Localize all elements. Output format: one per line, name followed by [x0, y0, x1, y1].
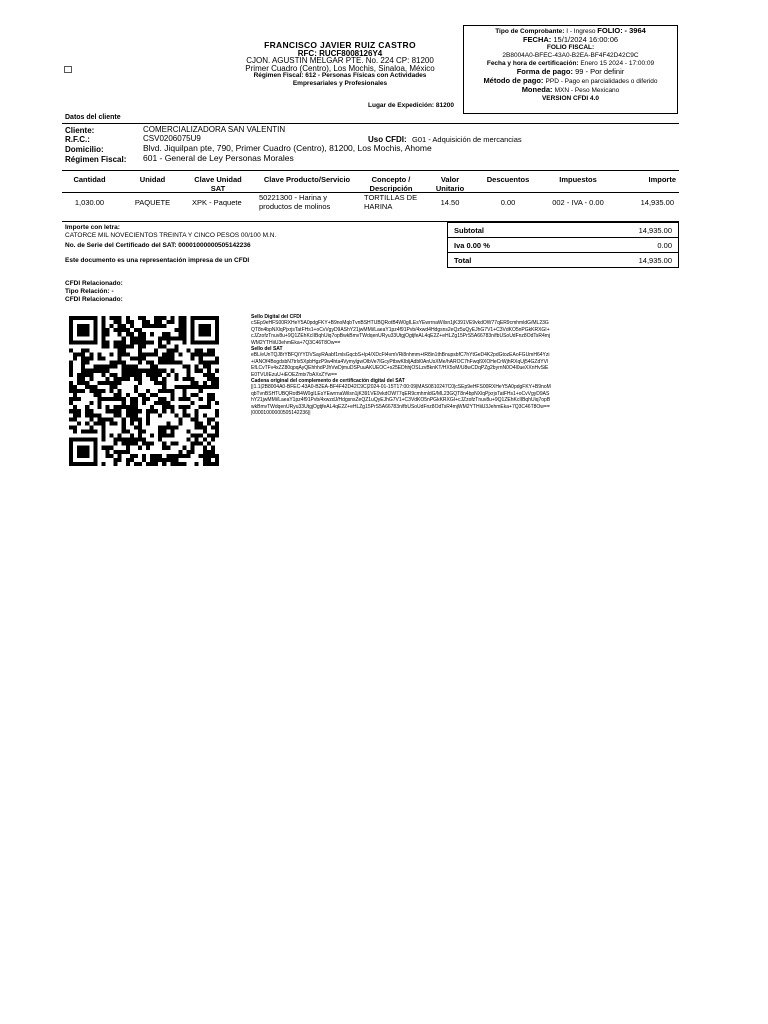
moneda-label: Moneda: — [521, 84, 553, 94]
moneda-value: MXN - Peso Mexicano — [554, 86, 620, 94]
cell-unidad: PAQUETE — [134, 198, 171, 207]
totals-box — [447, 222, 679, 268]
sello-sat-title: Sello del SAT — [251, 346, 283, 353]
cell-clave-producto-2: productos de molinos — [259, 202, 331, 211]
cfdi-relacionado-1: CFDI Relacionado: — [65, 280, 123, 287]
cell-descuentos: 0.00 — [500, 198, 516, 207]
cell-concepto-2: HARINA — [364, 202, 393, 211]
issuer-name: FRANCISCO JAVIER RUIZ CASTRO — [264, 40, 416, 50]
divider — [62, 123, 679, 124]
th-unidad: Unidad — [139, 175, 166, 184]
cfdi-relacionado-2: CFDI Relacionado: — [65, 296, 123, 303]
forma-value: 99 - Por definir — [575, 67, 625, 77]
lugar-expedicion: Lugar de Expedición: 81200 — [368, 102, 454, 109]
subtotal-label: Subtotal — [454, 226, 484, 235]
th-descuentos: Descuentos — [486, 175, 530, 184]
issuer-rfc: RFC: RUCF8008126Y4 — [297, 48, 383, 58]
client-section-title: Datos del cliente — [65, 114, 121, 121]
iva-label: Iva 0.00 % — [454, 241, 490, 250]
sello-cfdi-value: cSEp9eHFS00RXHeY5A0pdgFKY+B9noMqbTvnBSHTUBQRotB4W0gILEsYEwrrnaWilsn1jK391VE9vkdOW77qER9cmhmldG/ML23GQT8n4bpNXlqPjxrjsTatFHs1+oCvVgyD9AShY21jwMMi/LaeaY1pz4f91Pvb/4xwd4Hdgsns2eQz5uQyEJhG7V1+C3VdKO5nPGkKRXGI+cJZzofzTnuv8u+9Q1ZEhKcIIBqhUiq7opBwkBmvTWdqenURyu33UtgjOgtjfeAL4qE2Z+eHLZg15PrS5A66783n/fbUSoUdFnz8OdTsR4mjWM2YTHiiU3ehmEka+7Q3C46T8Ow== — [251, 320, 551, 346]
folio-fiscal-value: 2B8004A0-BFEC-43A0-B2EA-BF4F42D42C9C — [502, 52, 639, 60]
total-row — [448, 253, 678, 268]
cert-serie: No. de Serie del Certificado del SAT: 00001000000505142236 — [65, 242, 251, 249]
cliente-label: Cliente: — [65, 126, 95, 135]
subtotal-value: 14,935.00 — [638, 226, 672, 235]
qr-code-icon — [69, 316, 219, 466]
representation-note: Este documento es una representación impresa de un CFDI — [65, 257, 250, 264]
sello-cfdi-title: Sello Digital del CFDI — [251, 314, 302, 320]
issuer-address-2: Primer Cuadro (Centro), Los Mochis, Sinaloa, México — [245, 63, 435, 73]
th-cantidad: Cantidad — [73, 175, 106, 184]
cadena-value: ||1.1|2B8004A0-BFEC-43A0-B2EA-BF4F42D42C9C|2024-01-15T17:00:09|MAS0810247C0|cSEp9eHFS00RXHeY5A0pdgFKY+B9noMqbTvnBSHTUBQRotB4W0gILEsYEwrrnaWilsn1jK391VE9vkdOW77qER9cmhmldG/ML23GQT8n4bpNXlqPjxrjsTatFHs1+oCvVgyD9AShY21jwMMi/LaeaY1pz4f91Pvb/4xwzdJ/HdgsnsZeQZ1uQyEJhG7V1+C3VdKO5nPGkKRXGI+cJZzofzTnuv8u+9Q1ZEhKcIIBqhUiq7opBwkBmvTWdqenURyu33UtgjOgtjfeAL4qE2Z+eHLZg15PrS5A66783n/fbUSoUdFnz8OdTsR4mjWM2YTHiiU3JehmEka+7Q3C46T8Ow==|00001000000505142236|| — [251, 384, 551, 417]
cadena-title: Cadena original del complemento de certificación digital del SAT — [251, 378, 405, 385]
uso-value: G01 - Adquisición de mercancias — [412, 135, 522, 144]
tipo-label: Tipo de Comprobante: — [495, 28, 565, 35]
folio-label: FOLIO: — [597, 26, 623, 35]
domicilio-value: Blvd. Jiquilpan pte, 790, Primer Cuadro (Centro), 81200, Los Mochis, Ahome — [143, 143, 432, 153]
cell-concepto-1: TORTILLAS DE — [364, 193, 418, 202]
total-value: 14,935.00 — [638, 256, 672, 265]
metodo-value: PPD - Pago en parcialidades o diferido — [545, 77, 658, 85]
cell-importe: 14,935.00 — [640, 198, 674, 207]
invoice-header-box — [463, 25, 678, 114]
regimen-label: Régimen Fiscal: — [65, 155, 127, 164]
cfdi-version: VERSION CFDI 4.0 — [541, 94, 600, 102]
th-valor-unitario: Valor Unitario — [435, 175, 465, 193]
stamps-block — [251, 314, 551, 417]
th-clave-producto: Clave Producto/Servicio — [263, 175, 351, 184]
fecha-label: FECHA: — [522, 35, 552, 45]
cert-label: Fecha y hora de certificación: — [486, 60, 579, 68]
cell-valor-unitario: 14.50 — [440, 198, 460, 207]
sello-sat-value: eBL/eUnTQJ8rYBFQiYYDVSayRAabf1mlsGqcbS+lp4/XDcFt4vmVRi8nhmm+tR8in1thBnupsbfC7hYtGeD4K2pdGtozEAoFGUmH64Yzi+/ANOf4BogdsbN7trlx5XpbHgzP9w4hta4VymylgwOlbVe7lGcyPtbwKIbljAdbl0AnUsXMe/hAROC7hFwql9XOHeCrWjhRXqUj54GZdYVlEfLCvTFv4xZZ80qpqAyQEhhhdPJhVwDjmuDSPuuAKUEOC+s25EDhhjOSLzvBknKT/HX5oM/U8wCDqPZg2byrnN0O4l0ueXXnHvSiEE0TVUIEzuU+iEOEZmtx7bAXxZYw== — [251, 352, 550, 378]
issuer-block — [215, 42, 465, 88]
fecha-value: 15/1/2024 16:00:06 — [553, 35, 619, 45]
folio-value: - 3964 — [624, 26, 646, 35]
folio-fiscal-label: FOLIO FISCAL: — [546, 44, 595, 52]
issuer-regime-2: Empresariales y Profesionales — [292, 79, 388, 87]
iva-row — [448, 238, 678, 253]
importe-letra-text: CATORCE MIL NOVECIENTOS TREINTA Y CINCO PESOS 00/100 M.N. — [65, 232, 277, 239]
subtotal-row — [448, 223, 678, 238]
rfc-value: CSV0206075U9 — [143, 134, 201, 143]
uso-label: Uso CFDI: — [368, 135, 407, 144]
cell-cantidad: 1,030.00 — [74, 198, 105, 207]
total-label: Total — [454, 256, 472, 265]
th-impuestos: Impuestos — [559, 175, 597, 184]
metodo-label: Método de pago: — [483, 75, 544, 85]
domicilio-label: Domicilio: — [65, 145, 104, 154]
cell-impuestos: 002 - IVA - 0.00 — [552, 198, 604, 207]
issuer-regime-1: Régimen Fiscal: 612 - Personas Físicas con Actividades — [253, 72, 427, 80]
th-concepto: Concepto / Descripción — [369, 175, 413, 193]
cert-value: Enero 15 2024 - 17:00:09 — [580, 60, 655, 68]
th-importe: Importe — [648, 175, 676, 184]
table-top-border — [62, 170, 679, 171]
tipo-relacion: Tipo Relación: - — [65, 288, 114, 295]
th-clave-unidad: Clave Unidad SAT — [194, 175, 242, 193]
cell-clave-producto-1: 50221300 - Harina y — [259, 193, 327, 202]
cell-clave-unidad: XPK - Paquete — [192, 198, 242, 207]
tipo-value: I - Ingreso — [566, 28, 596, 35]
regimen-value: 601 - General de Ley Personas Morales — [143, 153, 294, 163]
logo-placeholder-icon — [64, 66, 72, 73]
cliente-value: COMERCIALIZADORA SAN VALENTIN — [143, 125, 286, 134]
importe-letra-label: Importe con letra: — [65, 224, 120, 231]
rfc-label: R.F.C.: — [65, 135, 90, 144]
forma-label: Forma de pago: — [516, 67, 573, 77]
iva-value: 0.00 — [657, 241, 672, 250]
issuer-address-1: CJON. AGUSTIN MELGAR PTE. No. 224 CP: 81200 — [246, 56, 434, 66]
